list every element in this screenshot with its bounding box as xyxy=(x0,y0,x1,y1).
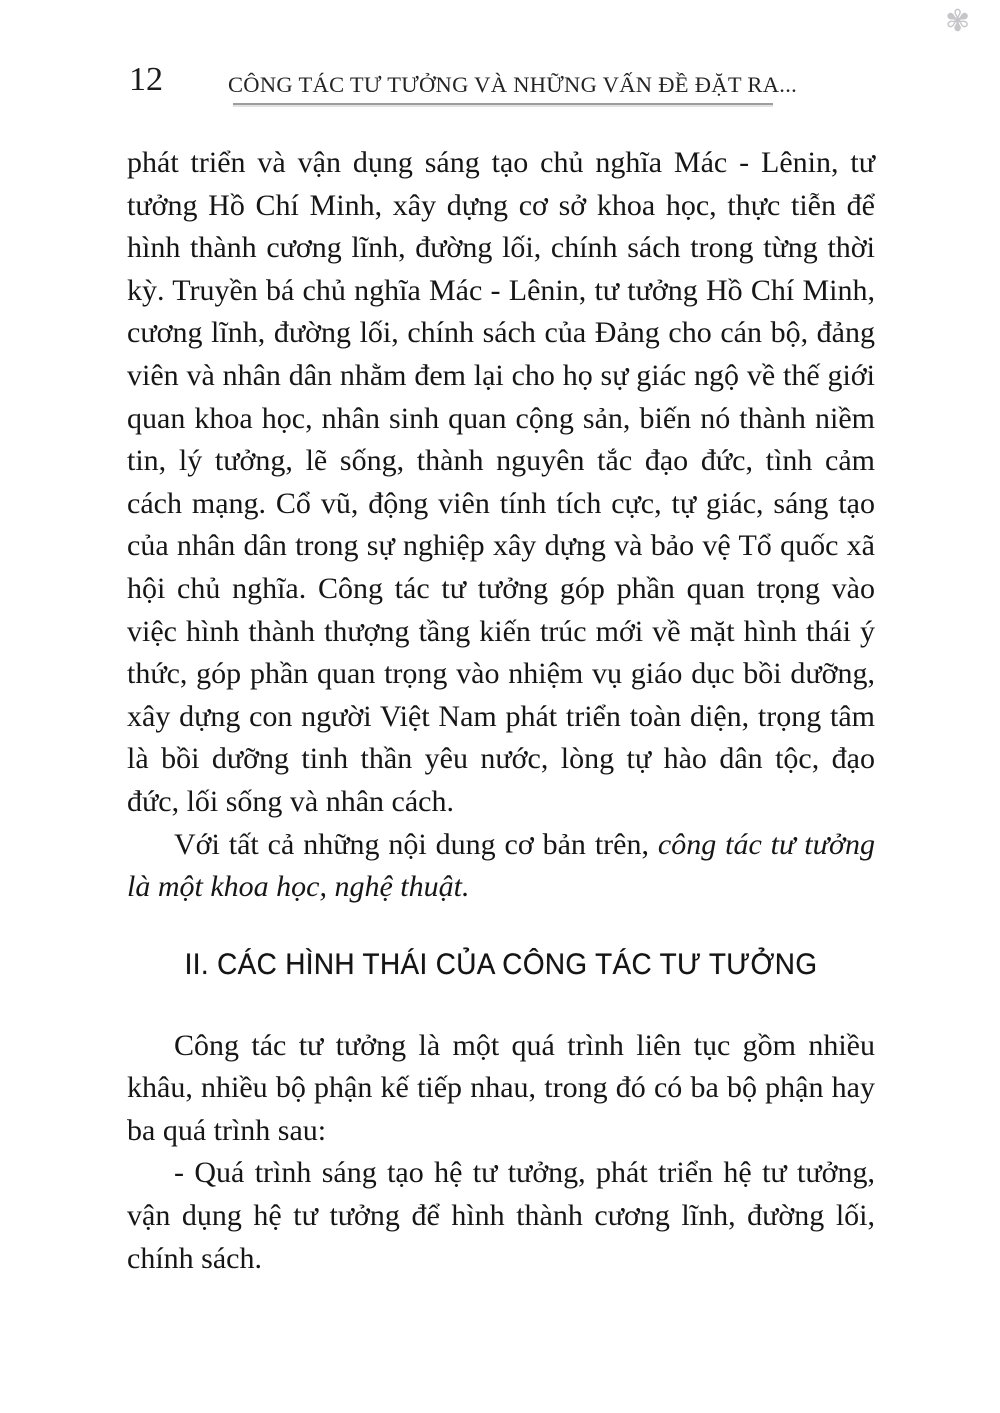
paragraph-2 xyxy=(127,824,875,909)
paragraph-4: - Quá trình sáng tạo hệ tư tưởng, phát triển hệ tư tưởng, vận dụng hệ tư tưởng để hình thành cương lĩnh, đường lối, chính sách. xyxy=(127,1156,875,1275)
paragraph-2-normal-text: Với tất cả những nội dung cơ bản trên, xyxy=(174,827,658,861)
paragraph-2-italic-text: công tác tư tưởng là một khoa học, nghệ thuật. xyxy=(127,827,875,904)
running-head: CÔNG TÁC TƯ TƯỞNG VÀ NHỮNG VẤN ĐỀ ĐẶT RA... xyxy=(228,72,798,97)
flower-ornament-icon: ✾ xyxy=(945,4,971,39)
page-body xyxy=(127,142,875,1280)
page-number: 12 xyxy=(129,61,163,98)
section-heading: II. CÁC HÌNH THÁI CỦA CÔNG TÁC TƯ TƯỞNG xyxy=(184,947,818,981)
header-rule xyxy=(233,103,773,107)
paragraph-3: Công tác tư tưởng là một quá trình liên tục gồm nhiều khâu, nhiều bộ phận kế tiếp nhau, trong đó có ba bộ phận hay ba quá trình sau: xyxy=(127,1028,875,1147)
paragraph-1: phát triển và vận dụng sáng tạo chủ nghĩa Mác - Lênin, tư tưởng Hồ Chí Minh, xây dựng cơ sở khoa học, thực tiễn để hình thành cương lĩnh, đường lối, chính sách trong từng thời kỳ. Truyền bá chủ nghĩa Mác - Lênin, tư tưởng Hồ Chí Minh, cương lĩnh, đường lối, chính sách của Đảng cho cán bộ, đảng viên và nhân dân nhằm đem lại cho họ sự giác ngộ về thế giới quan khoa học, nhân sinh quan cộng sản, biến nó thành niềm tin, lý tưởng, lẽ sống, thành nguyên tắc đạo đức, tình cảm cách mạng. Cổ vũ, động viên tính tích cực, tự giác, sáng tạo của nhân dân trong sự nghiệp xây dựng và bảo vệ Tổ quốc xã hội chủ nghĩa. Công tác tư tưởng góp phần quan trọng vào việc hình thành thượng tầng kiến trúc mới về mặt hình thái ý thức, góp phần quan trọng vào nhiệm vụ giáo dục bồi dưỡng, xây dựng con người Việt Nam phát triển toàn diện, trọng tâm là bồi dưỡng tinh thần yêu nước, lòng tự hào dân tộc, đạo đức, lối sống và nhân cách. xyxy=(127,146,875,818)
